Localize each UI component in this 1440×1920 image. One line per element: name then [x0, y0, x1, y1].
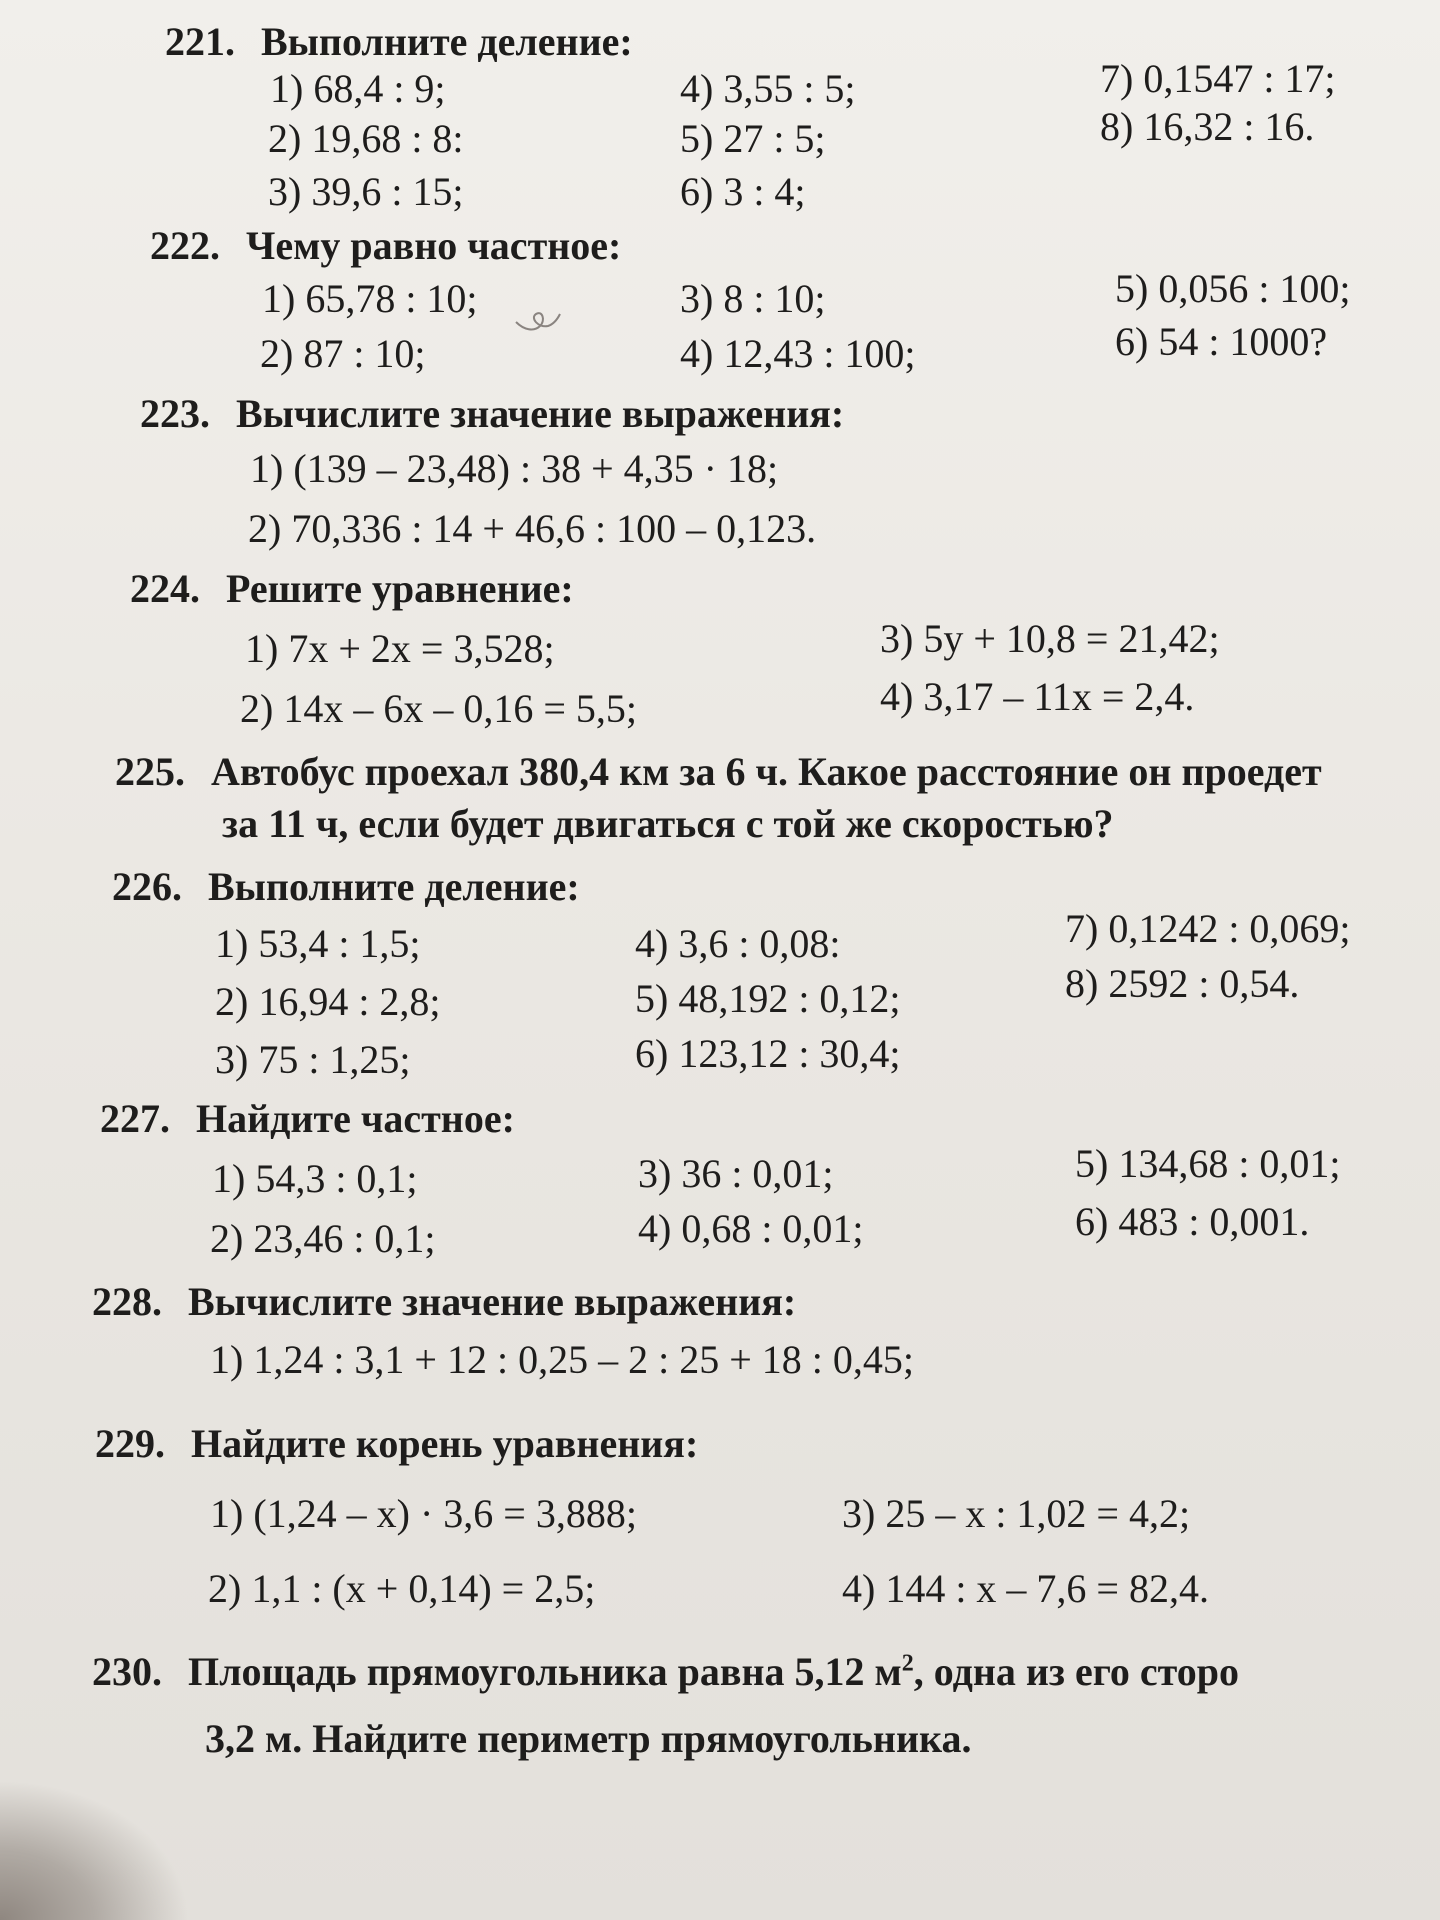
problem-text-continued: 3,2 м. Найдите периметр прямоугольника.: [205, 1716, 972, 1761]
problem-number: 221.: [165, 19, 235, 64]
problem-title: Вычислите значение выражения:: [188, 1279, 797, 1324]
problem-title: Найдите корень уравнения:: [191, 1421, 699, 1466]
exercise-item: 2) 1,1 : (x + 0,14) = 2,5;: [208, 1566, 596, 1611]
problem-228: [92, 1278, 796, 1325]
problem-number: 225.: [115, 749, 185, 794]
problem-225: [115, 748, 1322, 795]
exercise-item: 1) 68,4 : 9;: [270, 66, 446, 111]
problem-number: 226.: [112, 864, 182, 909]
problem-text-start: Площадь прямоугольника равна 5,12 м: [188, 1649, 902, 1694]
exercise-item: 8) 2592 : 0,54.: [1065, 961, 1300, 1006]
exercise-item: 7) 0,1242 : 0,069;: [1065, 906, 1351, 951]
exercise-item: 3) 5y + 10,8 = 21,42;: [880, 616, 1220, 661]
exercise-item: 3) 75 : 1,25;: [215, 1037, 411, 1082]
exercise-item: 4) 144 : x – 7,6 = 82,4.: [842, 1566, 1209, 1611]
exercise-item: 2) 87 : 10;: [260, 331, 426, 376]
exercise-item: 3) 25 – x : 1,02 = 4,2;: [842, 1491, 1191, 1536]
exercise-item: 1) 54,3 : 0,1;: [212, 1156, 418, 1201]
problem-title: Чему равно частное:: [246, 223, 622, 268]
problem-text-continued: за 11 ч, если будет двигаться с той же скоростью?: [222, 801, 1114, 846]
exercise-item: 1) 53,4 : 1,5;: [215, 921, 421, 966]
exercise-item: 8) 16,32 : 16.: [1100, 104, 1315, 149]
exercise-item: 1) (139 – 23,48) : 38 + 4,35 · 18;: [250, 446, 779, 491]
problem-title: Решите уравнение:: [226, 566, 574, 611]
problem-221: [165, 18, 633, 65]
pencil-scribble-icon: [512, 302, 562, 336]
problem-number: 229.: [95, 1421, 165, 1466]
problem-text: [188, 1648, 1239, 1695]
problem-text-end: , одна из его сторо: [913, 1649, 1240, 1694]
exercise-item: 2) 14x – 6x – 0,16 = 5,5;: [240, 686, 637, 731]
problem-number: 222.: [150, 223, 220, 268]
exercise-item: 4) 3,55 : 5;: [680, 66, 856, 111]
exercise-item: 4) 3,17 – 11x = 2,4.: [880, 674, 1195, 719]
problem-223: [140, 390, 844, 437]
problem-number: 224.: [130, 566, 200, 611]
problem-text: Автобус проехал 380,4 км за 6 ч. Какое расстояние он проедет: [211, 749, 1322, 794]
exercise-item: 2) 16,94 : 2,8;: [215, 979, 441, 1024]
exercise-item: 5) 0,056 : 100;: [1115, 266, 1351, 311]
problem-230: [92, 1648, 1239, 1695]
problem-title: Вычислите значение выражения:: [236, 391, 845, 436]
exercise-item: 5) 134,68 : 0,01;: [1075, 1141, 1341, 1186]
exercise-item: 5) 48,192 : 0,12;: [635, 976, 901, 1021]
exercise-item: 2) 23,46 : 0,1;: [210, 1216, 436, 1261]
problem-title: Выполните деление:: [208, 864, 580, 909]
exercise-item: 2) 70,336 : 14 + 46,6 : 100 – 0,123.: [248, 506, 817, 551]
problem-number: 230.: [92, 1649, 162, 1694]
superscript: 2: [901, 1650, 914, 1677]
exercise-item: 7) 0,1547 : 17;: [1100, 56, 1336, 101]
exercise-item: 6) 483 : 0,001.: [1075, 1199, 1310, 1244]
exercise-item: 6) 123,12 : 30,4;: [635, 1031, 901, 1076]
problem-227: [100, 1095, 515, 1142]
problem-number: 223.: [140, 391, 210, 436]
exercise-item: 6) 3 : 4;: [680, 169, 806, 214]
exercise-item: 3) 36 : 0,01;: [638, 1151, 834, 1196]
problem-number: 228.: [92, 1279, 162, 1324]
problem-title: Найдите частное:: [196, 1096, 515, 1141]
problem-title: Выполните деление:: [261, 19, 633, 64]
exercise-item: 4) 3,6 : 0,08:: [635, 921, 841, 966]
exercise-item: 1) 7x + 2x = 3,528;: [245, 626, 555, 671]
exercise-item: 3) 39,6 : 15;: [268, 169, 464, 214]
problem-222: [150, 222, 621, 269]
problem-224: [130, 565, 574, 612]
exercise-item: 3) 8 : 10;: [680, 276, 826, 321]
exercise-item: 6) 54 : 1000?: [1115, 319, 1328, 364]
problem-229: [95, 1420, 698, 1467]
exercise-item: 1) 1,24 : 3,1 + 12 : 0,25 – 2 : 25 + 18 : 0,45;: [210, 1337, 915, 1382]
finger-shadow: [0, 1780, 190, 1920]
exercise-item: 2) 19,68 : 8:: [268, 116, 464, 161]
exercise-item: 1) 65,78 : 10;: [262, 276, 478, 321]
exercise-item: 1) (1,24 – x) · 3,6 = 3,888;: [210, 1491, 637, 1536]
exercise-item: 4) 0,68 : 0,01;: [638, 1206, 864, 1251]
exercise-item: 5) 27 : 5;: [680, 116, 826, 161]
problem-226: [112, 863, 580, 910]
problem-number: 227.: [100, 1096, 170, 1141]
exercise-item: 4) 12,43 : 100;: [680, 331, 916, 376]
